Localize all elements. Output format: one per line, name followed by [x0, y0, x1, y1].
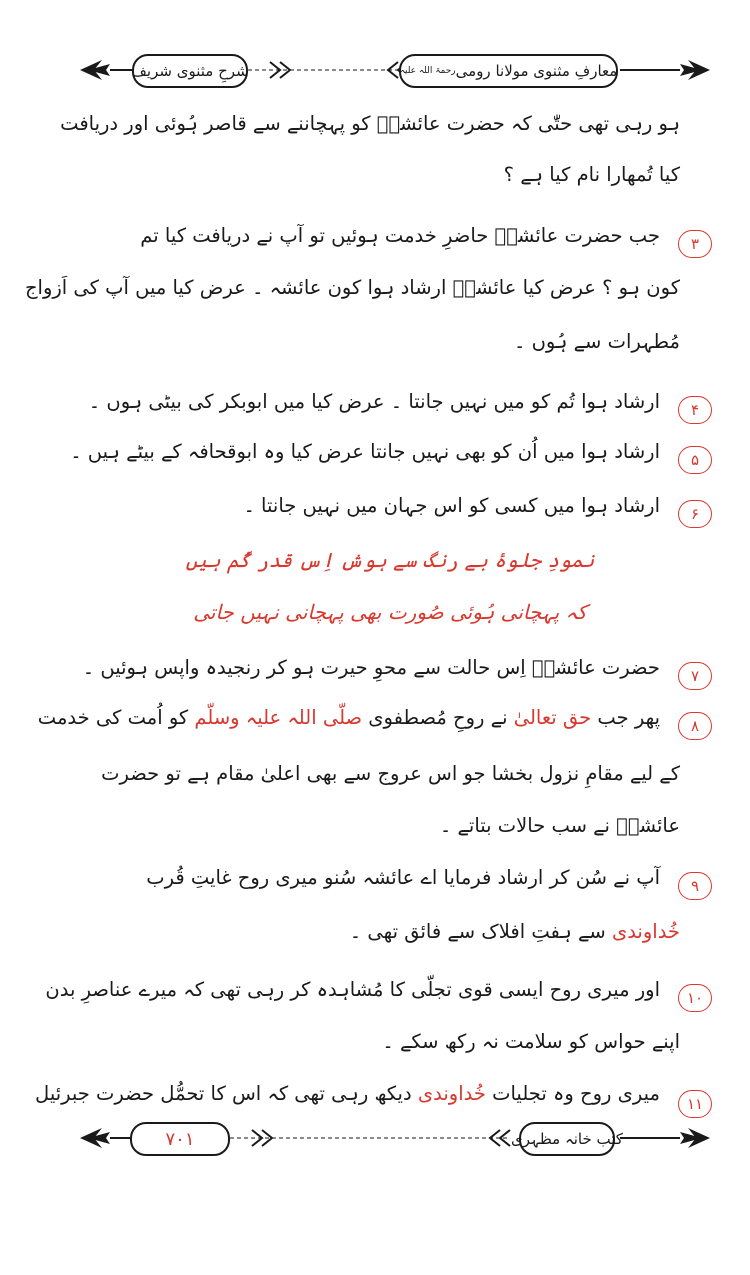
text-run: میری روح وہ تجلیات	[485, 1082, 660, 1105]
item-number: ۶	[678, 500, 712, 528]
item-number: ۷	[678, 662, 712, 690]
highlight-text: خُداوندی	[417, 1082, 486, 1105]
text-run: سے ہفتِ افلاک سے فائق تھی ۔	[349, 920, 612, 943]
body-line: اپنے حواس کو سلامت نہ رکھ سکے ۔	[382, 1030, 680, 1053]
text-run: نے روحِ مُصطفوی	[362, 706, 514, 729]
item-number: ۹	[678, 872, 712, 900]
body-line: ارشاد ہوا میں اُن کو بھی نہیں جانتا عرض کیا وہ ابوقحافہ کے بیٹے ہیں ۔	[70, 440, 660, 463]
body-line: کے لیے مقامِ نزول بخشا جو اس عروج سے بھی اعلیٰ مقام ہے تو حضرت	[101, 762, 680, 785]
header-right-text: معارفِ مثنوی مولانا رومی	[455, 62, 618, 80]
body-line: آپ نے سُن کر ارشاد فرمایا اے عائشہ سُنو میری روح غایتِ قُرب	[146, 866, 660, 889]
verse-line: نمودِ جلوۂ بے رنگ سے ہوش اِس قدر گُم ہیں	[185, 548, 595, 572]
body-line: عائشہؓ نے سب حالات بتاتے ۔	[439, 814, 680, 837]
text-run: پھر جب	[591, 706, 660, 729]
page-body	[24, 0, 710, 1275]
item-number: ۳	[678, 230, 712, 258]
body-line: کون ہو ؟ عرض کیا عائشہؓ ارشاد ہوا کون عائشہ ۔ عرض کیا میں آپ کی اَزواج	[24, 276, 680, 299]
highlight-text: خُداوندی	[611, 920, 680, 943]
text-run: دیکھ رہی تھی کہ اس کا تحمُّل حضرت جبرئیل	[35, 1082, 418, 1105]
body-line: جب حضرت عائشہؓ حاضرِ خدمت ہوئیں تو آپ نے دریافت کیا تم	[140, 224, 660, 247]
body-line	[38, 706, 660, 729]
page-number	[130, 1122, 230, 1156]
publisher-badge	[511, 1122, 623, 1156]
item-number: ۱۱	[678, 1090, 712, 1118]
body-line: ہو رہی تھی حتّٰی کہ حضرت عائشہؓ کو پہچاننے سے قاصر ہُوئی اور دریافت	[60, 112, 680, 135]
highlight-text: حق تعالیٰ	[513, 706, 592, 729]
item-number: ۵	[678, 446, 712, 474]
highlight-text: صلّی اللہ علیہ وسلّم	[194, 706, 363, 729]
body-line: حضرت عائشہؓ اِس حالت سے محوِ حیرت ہو کر رنجیدہ واپس ہوئیں ۔	[82, 656, 660, 679]
item-number: ۱۰	[678, 984, 712, 1012]
body-line: ارشاد ہوا میں کسی کو اس جہان میں نہیں جانتا ۔	[243, 494, 660, 517]
body-line: کیا تُمھارا نام کیا ہے ؟	[503, 163, 680, 186]
body-line	[35, 1082, 660, 1105]
verse-line: کہ پہچانی ہُوئی صُورت بھی پہچانی نہیں جاتی	[193, 600, 587, 624]
header-left-text: شرحِ مثنوی شریف	[131, 62, 249, 80]
page-footer	[80, 1120, 710, 1156]
page-number-text: ۷۰۱	[165, 1128, 195, 1150]
body-line: مُطہرات سے ہُوں ۔	[513, 330, 680, 353]
body-line: ارشاد ہوا تُم کو میں نہیں جانتا ۔ عرض کیا میں ابوبکر کی بیٹی ہوں ۔	[88, 390, 660, 413]
header-honorific: رحمۃ اللہ علیہ	[399, 66, 456, 76]
item-number: ۴	[678, 396, 712, 424]
publisher-text: کتب خانہ مظہری	[511, 1130, 623, 1148]
item-number: ۸	[678, 712, 712, 740]
text-run: کو اُمت کی خدمت	[37, 706, 195, 729]
body-line	[350, 920, 680, 943]
body-line: اور میری روح ایسی قوی تجلّی کا مُشاہدہ کر رہی تھی کہ میرے عناصرِ بدن	[45, 978, 660, 1001]
